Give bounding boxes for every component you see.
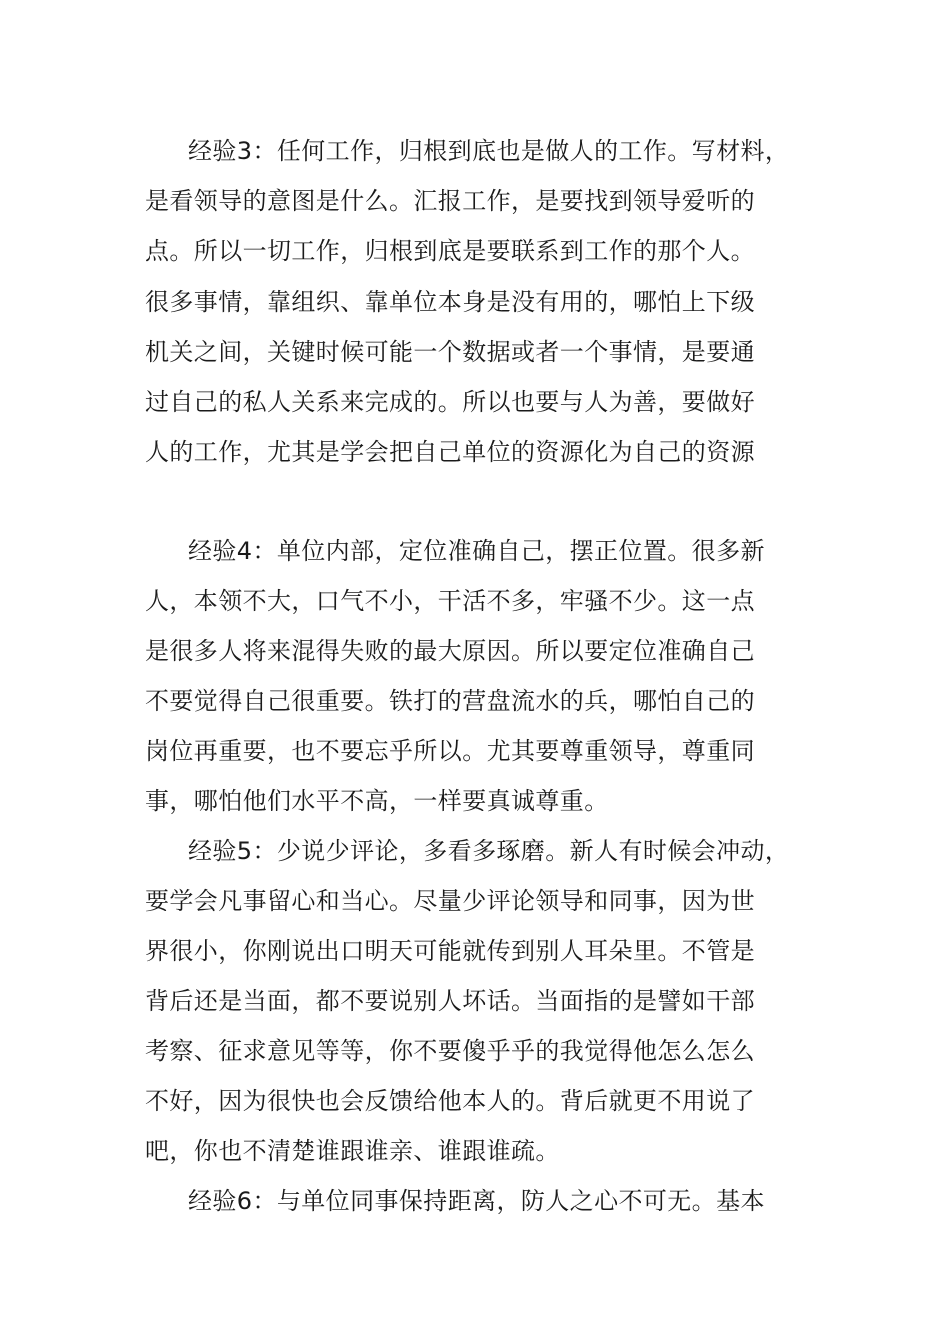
text-line: 要学会凡事留心和当心。尽量少评论领导和同事，因为世 <box>145 887 755 915</box>
text-line: 背后还是当面，都不要说别人坏话。当面指的是譬如干部 <box>145 987 755 1015</box>
text-line: 不好，因为很快也会反馈给他本人的。背后就更不用说了 <box>145 1087 755 1115</box>
text-line: 点。所以一切工作，归根到底是要联系到工作的那个人。 <box>145 237 755 265</box>
text-line: 机关之间，关键时候可能一个数据或者一个事情，是要通 <box>145 338 755 366</box>
text-line: 是看领导的意图是什么。汇报工作，是要找到领导爱听的 <box>145 187 755 215</box>
text-line: 很多事情，靠组织、靠单位本身是没有用的，哪怕上下级 <box>145 288 755 316</box>
text-line: 经验4：单位内部，定位准确自己，摆正位置。很多新 <box>188 537 765 565</box>
text-line: 不要觉得自己很重要。铁打的营盘流水的兵，哪怕自己的 <box>145 687 755 715</box>
text-line: 岗位再重要，也不要忘乎所以。尤其要尊重领导，尊重同 <box>145 737 755 765</box>
text-line: 事，哪怕他们水平不高，一样要真诚尊重。 <box>145 787 609 815</box>
text-line: 人，本领不大，口气不小，干活不多，牢骚不少。这一点 <box>145 587 755 615</box>
text-line: 界很小，你刚说出口明天可能就传到别人耳朵里。不管是 <box>145 937 755 965</box>
text-line: 是很多人将来混得失败的最大原因。所以要定位准确自己 <box>145 637 755 665</box>
text-line: 吧，你也不清楚谁跟谁亲、谁跟谁疏。 <box>145 1137 560 1165</box>
text-line: 经验5：少说少评论，多看多琢磨。新人有时候会冲动， <box>188 837 790 865</box>
text-line: 人的工作，尤其是学会把自己单位的资源化为自己的资源 <box>145 438 755 466</box>
text-line: 考察、征求意见等等，你不要傻乎乎的我觉得他怎么怎么 <box>145 1037 755 1065</box>
text-line: 经验3：任何工作，归根到底也是做人的工作。写材料， <box>188 137 790 165</box>
text-line: 经验6：与单位同事保持距离，防人之心不可无。基本 <box>188 1187 765 1215</box>
text-line: 过自己的私人关系来完成的。所以也要与人为善，要做好 <box>145 388 755 416</box>
